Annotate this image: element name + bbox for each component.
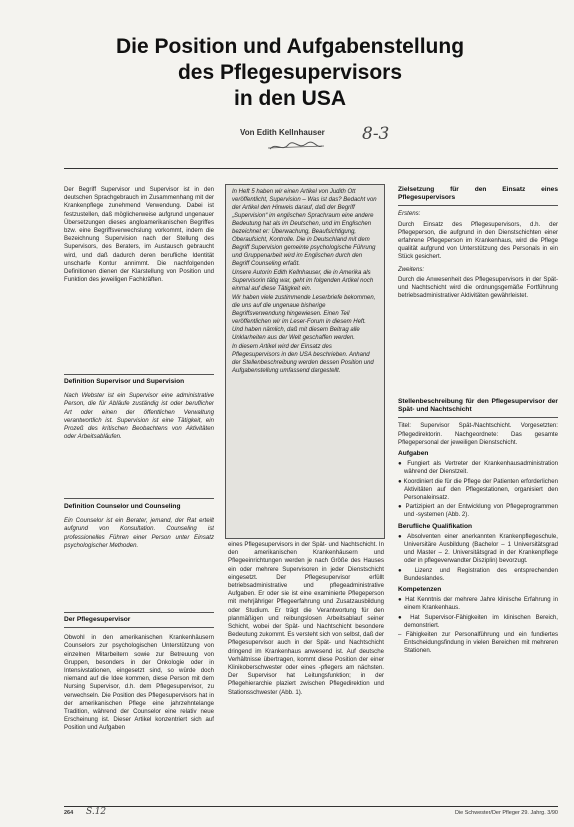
signature-scribble xyxy=(268,139,324,153)
qualification-list xyxy=(398,533,558,583)
divider xyxy=(64,612,214,613)
box-paragraph: Unsere Autorin Edith Kellnhauser, die in Amerika als Supervisorin tätig war, geht im folgenden Artikel noch einmal auf diese Tätigkeit ein. xyxy=(232,270,374,292)
page-number: 264 xyxy=(64,810,74,816)
divider xyxy=(64,498,214,499)
list-item: ● Lizenz und Registration des entsprechenden Bundeslandes. xyxy=(398,566,558,582)
zielsetzung-heading: Zielsetzung für den Einsatz eines Pflegesupervisors xyxy=(398,186,558,202)
stellenbeschreibung-text: Titel: Supervisor Spät-/Nachtschicht. Vorgesetzten: Pflegedirektorin. Nachgeordnete: Das gesamte Pflegepersonal der jeweiligen Dienstschicht. xyxy=(398,422,558,446)
aufgaben-heading: Aufgaben xyxy=(398,450,429,458)
qualifikation-heading: Berufliche Qualifikation xyxy=(398,522,473,530)
first-text: Durch Einsatz des Pflegesupervisors, d.h. der Pflegeperson, die aufgrund in den Dienstschichten einer erfahrene Pflegeperson im Krankenhaus, wird die Pflege qualität aufgrund von Unterstützung des Personals in ein Stück gesichert. xyxy=(398,220,558,261)
article-title xyxy=(60,34,520,112)
title-line-3: in den USA xyxy=(233,87,346,110)
handwritten-page-number: S.12 xyxy=(86,807,107,817)
middle-body xyxy=(228,541,384,803)
list-item: ● Absolventen einer anerkannten Krankenpflegeschule, Universitäre Ausbildung (Bachelor – 1 Universitätsgrad und Master – 2. Universitätsgrad in der Krankenpflege oder in pflegeverwandter Disziplin) bevorzugt. xyxy=(398,532,558,565)
author-byline: Von Edith Kellnhauser xyxy=(240,128,325,137)
definition-supervisor-text: Nach Webster ist ein Supervisor eine administrative Person, die für Abläufe zuständig ist oder beruflicher Art oder einen der öffentlichen Verwaltung verantwortlich ist. Supervision ist eine Tätigkeit, ein Prozeß des kritischen Beobachtens von Aktivitäten oder Arbeitsabläufen. xyxy=(64,392,214,441)
middle-body-text: eines Pflegesupervisors in der Spät- und Nachtschicht. In den amerikanischen Krankenhäusern und Pflegeeinrichtungen werden je nach Größe des Hauses ein oder mehrere Supervisoren in jeder Dienstschicht eingesetzt. Der Pflegesupervisor erfüllt betriebsadministrative und pflegeadministrative Aufgaben. Er oder sie ist eine examinierte Pflegeperson mit mehrjähriger Pflegeerfahrung und Zusatzausbildung oder Studium. Er trägt die Verantwortung für den planmäßigen und reibungslosen Arbeitsablauf seiner Schicht, wobei der Spät- und Nachtschicht besondere Bedeutung zukommt. Es versteht sich von selbst, daß der Pflegesupervisor auch in der Spät- und Nachtschicht dringend im Krankenhaus anwesend ist. Auf deutsche Verhältnisse übertragen, kommt diese Position der einer Klinikoberschwester oder eines -pflegers am nächsten. Der Supervisor hat Leitungsfunktion; in der Pflegehierarchie plaziert zwischen Pflegedirektion und Stationsschwester (Abb. 1). xyxy=(228,541,384,696)
section-pflegesupervisor xyxy=(64,616,214,804)
competency-list xyxy=(398,596,558,655)
box-paragraph: In Heft 5 haben wir einen Artikel von Judith Ott veröffentlicht, Supervision – Was ist das? Bedacht von der Artikel den Hinweis darauf, daß der Begriff „Supervision“ im englischen Sprachraum eine andere Bedeutung hat als im Deutschen, und im Englischen bezeichnet er: Überwachung, Beaufsichtigung, Oberaufsicht, Kontrolle. Die in Deutschland mit dem Begriff Supervision gemeinte psychologische Führung und Gruppenarbeit wird im Englischen durch den Begriff Counseling erfaßt. xyxy=(232,189,377,267)
definition-supervisor xyxy=(64,378,214,478)
list-item: ● Hat Kenntnis der mehrere Jahre klinische Erfahrung in einem Krankenhaus. xyxy=(398,596,558,612)
title-line-2: des Pflegesupervisors xyxy=(177,61,403,84)
list-item: ● Partizipiert an der Entwicklung von Pflegeprogrammen und -systemen (Abb. 2). xyxy=(398,503,558,519)
list-item: – Fähigkeiten zur Personalführung und ein fundiertes Entscheidungsfindung in vielen Bereichen mit mehreren Stationen. xyxy=(398,631,558,655)
list-item: ● Koordiniert die für die Pflege der Patienten erforderlichen Aktivitäten auf den Pflegestationen, organisiert den Personaleinsatz. xyxy=(398,477,558,502)
stellenbeschreibung-heading: Stellenbeschreibung für den Pflegesupervisor der Spät- und Nachtschicht xyxy=(398,398,558,414)
header-rule xyxy=(64,168,558,169)
editorial-box xyxy=(225,184,385,539)
second-text: Durch die Anwesenheit des Pflegesupervisors in der Spät- und Nachtschicht wird die ordnungsgemäße Fortführung betriebsadministrativer Aktivitäten gewährleistet. xyxy=(398,275,558,300)
footer-rule xyxy=(64,806,558,807)
definition-supervisor-heading: Definition Supervisor und Supervision xyxy=(64,378,185,385)
intro-text: Der Begriff Supervisor und Supervisor ist in den deutschen Sprachgebrauch im Zusammenhang mit der Krankenpflege zunehmend Verwendung. Dabei ist festzustellen, daß möglicherweise aufgrund ungenauer Übersetzungen dieses angloamerikanischen Begriffes bzw. eine Begriffsverwechslung vorkommt, indem die Bezeichnung Supervision nach der Stellung des Supervisors, des Beraters, im Austausch gebraucht wird, und daß dadurch deren berufliche Identität unscharfe Kontur annimmt. Die nachfolgenden Definitionen dienen der Klarstellung von Position und Funktion des jeweiligen Fachkräften. xyxy=(64,186,214,284)
divider xyxy=(398,205,558,206)
definition-counselor-heading: Definition Counselor und Counseling xyxy=(64,503,181,510)
section-text: Obwohl in den amerikanischen Krankenhäusern Counselors zur psychologischen Unterstützung von einzelnen Mitarbeitern sowie zur Betreuung von Gruppen, besonders in der Onkologie oder in Intensivstationen, eingesetzt sind, so würde doch niemand auf die Idee kommen, diese Person mit dem Nursing Supervisor, d.h. dem Pflegesupervisor, zu verwechseln. Die Position des Pflegesupervisors hat in der amerikanischen Pflege eine jahrzehntelange Tradition, während der Counselor eine relativ neue Erscheinung ist. Dieser Artikel konzentriert sich auf Position und Aufgaben xyxy=(64,634,214,732)
journal-citation: Die Schwester/Der Pfleger 29. Jahrg. 3/90 xyxy=(454,810,558,816)
divider xyxy=(64,627,214,628)
second-label: Zweitens: xyxy=(398,265,425,273)
handwritten-page-mark: 8-3 xyxy=(362,124,390,144)
stellenbeschreibung-section xyxy=(398,398,558,804)
definition-counselor-text: Ein Counselor ist ein Berater, jemand, der Rat erteilt aufgrund von Konsultation. Counseling ist professionelles Führen einer Person unter Einsatz psychologischer Methoden. xyxy=(64,517,214,549)
list-item: ● Hat Supervisor-Fähigkeiten im klinischen Bereich, demonstriert. xyxy=(398,613,558,629)
box-paragraph: Wir haben viele zustimmende Leserbriefe bekommen, die uns auf die ungenaue bisherige Begriffsverwendung hingewiesen. Einen Teil veröffentlichen wir im Leser-Forum in diesem Heft. Und haben nämlich, daß mit diesem Beitrag alle Unklarheiten aus der Welt geschaffen werden. xyxy=(232,295,376,341)
section-heading: Der Pflegesupervisor xyxy=(64,616,131,623)
title-line-1: Die Position und Aufgabenstellung xyxy=(115,35,465,58)
task-list xyxy=(398,460,558,519)
definition-counselor xyxy=(64,503,214,593)
divider xyxy=(398,417,558,418)
kompetenzen-heading: Kompetenzen xyxy=(398,586,442,594)
box-paragraph: In diesem Artikel wird der Einsatz des Pflegesupervisors in den USA beschrieben. Anhand der Stellenbeschreibung werden dessen Position und Aufgabenstellung umfassend dargestellt. xyxy=(232,344,374,374)
divider xyxy=(64,374,214,375)
first-label: Erstens: xyxy=(398,210,421,218)
list-item: ● Fungiert als Vertreter der Krankenhausadministration während der Dienstzeit. xyxy=(398,460,558,476)
zielsetzung-section xyxy=(398,186,558,396)
intro-paragraph xyxy=(64,186,214,354)
